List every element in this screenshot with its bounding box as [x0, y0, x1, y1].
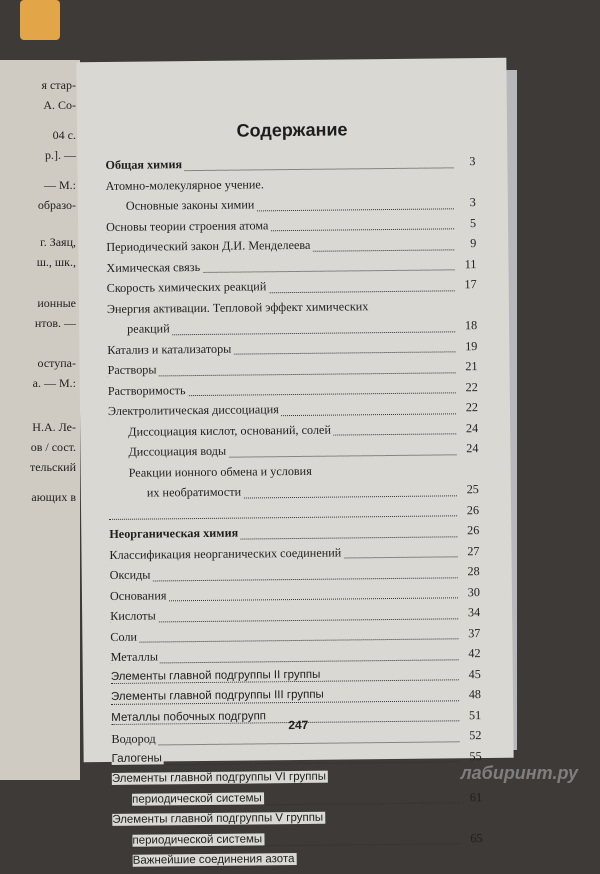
toc-page: 24 — [456, 441, 478, 456]
toc-title: Растворы — [107, 362, 158, 378]
toc-page: 28 — [458, 564, 480, 579]
toc-page: 42 — [458, 646, 480, 661]
left-page-fragment: — М.: — [44, 178, 76, 193]
toc-title: периодической системы — [132, 792, 264, 805]
toc-title: Основания — [110, 588, 169, 604]
toc-page: 17 — [455, 277, 477, 292]
leader-dots — [110, 638, 458, 643]
toc-title: Кислоты — [110, 608, 158, 623]
toc-title: Классификация неорганических соединений — [109, 545, 343, 562]
toc-title: Периодический закон Д.И. Менделеева — [106, 238, 312, 255]
toc-page: 30 — [458, 585, 480, 600]
book-edge-orange — [20, 0, 60, 40]
toc-row — [113, 849, 483, 873]
left-page-fragment: р.]. — — [45, 148, 76, 163]
toc-page: 45 — [459, 667, 481, 682]
toc-title: Скорость химических реакций — [107, 279, 269, 296]
toc-title: периодической системы — [132, 833, 264, 846]
toc-title: Растворимость — [108, 383, 188, 399]
toc-title: Основные законы химии — [126, 197, 257, 213]
watermark-logo: лабиринт.ру — [460, 763, 578, 784]
leader-dots — [108, 372, 456, 377]
toc-page: 9 — [454, 236, 476, 251]
left-page-fragment: 04 с. — [53, 128, 76, 143]
toc-page: 18 — [455, 318, 477, 333]
page-number: 247 — [83, 716, 513, 735]
toc-title: Важнейшие соединения азота — [133, 853, 297, 867]
toc-page: 3 — [454, 195, 476, 210]
toc-title: Реакции ионного обмена и условия — [129, 463, 314, 480]
toc-page: 19 — [455, 339, 477, 354]
toc-title: Галогены — [112, 752, 164, 765]
toc-title: Соли — [110, 629, 139, 644]
toc-title: Неорганическая химия — [109, 526, 240, 542]
toc-page: 11 — [454, 257, 476, 272]
toc-title: Элементы главной подгруппы III группы — [111, 689, 326, 703]
toc-page: 25 — [457, 482, 479, 497]
toc-page: 65 — [460, 831, 482, 846]
leader-dots — [112, 761, 460, 766]
left-page-fragment: нтов. — — [35, 316, 76, 331]
toc-title: Химическая связь — [106, 259, 202, 275]
leader-dots — [111, 741, 459, 746]
toc-page: 26 — [457, 503, 479, 518]
left-page-fragment: образо- — [38, 198, 76, 213]
page-title: Содержание — [77, 118, 507, 144]
toc-title: Диссоциация кислот, оснований, солей — [128, 422, 333, 439]
toc-page: 61 — [460, 790, 482, 805]
toc-title: Элементы главной подгруппы VI группы — [112, 771, 328, 785]
left-page-fragment: ш., шк., — [37, 255, 76, 270]
toc-page: 51 — [459, 708, 481, 723]
toc-page: 5 — [454, 216, 476, 231]
left-page-fragment: г. Заяц, — [40, 235, 76, 250]
toc-title: Электролитическая диссоциация — [108, 402, 281, 419]
toc-page: 26 — [457, 523, 479, 538]
toc-page: 22 — [456, 400, 478, 415]
leader-dots — [110, 577, 458, 582]
toc-title: их необратимости — [147, 485, 243, 501]
toc-page: 27 — [457, 544, 479, 559]
toc-title: Водород — [111, 731, 157, 746]
left-page-fragment: а. — М.: — [33, 376, 76, 391]
leader-dots — [109, 515, 457, 520]
toc-page: 52 — [459, 728, 481, 743]
left-page-fragment: А. Со- — [43, 98, 76, 113]
leader-dots — [110, 618, 458, 623]
left-page-fragment: ающих в — [31, 490, 76, 505]
left-page-fragment: ов / сост. — [31, 440, 76, 455]
right-page — [76, 58, 513, 762]
toc-title: Металлы побочных подгрупп — [111, 710, 268, 724]
toc-page: 24 — [456, 421, 478, 436]
toc-title: Энергия активации. Тепловой эффект химических — [107, 299, 371, 317]
left-page-fragment: я стар- — [41, 78, 76, 93]
toc-page: 3 — [453, 154, 475, 169]
left-page-fragment: ионные — [37, 296, 76, 311]
toc-page: 21 — [455, 359, 477, 374]
toc-page: 48 — [459, 687, 481, 702]
toc-page: 37 — [458, 626, 480, 641]
toc-page: 34 — [458, 605, 480, 620]
left-page-fragment: оступа- — [38, 356, 76, 371]
toc-page: 55 — [460, 749, 482, 764]
left-page — [0, 60, 80, 780]
toc-title: Диссоциация воды — [128, 444, 228, 460]
left-page-fragment: тельский — [30, 460, 76, 475]
toc-title: Элементы главной подгруппы V группы — [112, 812, 325, 826]
toc-title: Общая химия — [105, 157, 184, 173]
toc-title: Элементы главной подгруппы II группы — [111, 668, 323, 682]
toc-title: Катализ и катализаторы — [107, 341, 233, 357]
leader-dots — [111, 659, 459, 664]
toc-title: Металлы — [111, 649, 161, 665]
leader-dots — [127, 331, 455, 335]
table-of-contents — [105, 152, 482, 873]
toc-page: 22 — [456, 380, 478, 395]
left-page-fragment: Н.А. Ле- — [32, 420, 76, 435]
toc-title: Атомно-молекулярное учение. — [106, 177, 266, 194]
toc-title: реакций — [127, 321, 172, 336]
toc-title: Основы теории строения атома — [106, 218, 270, 235]
toc-title: Оксиды — [110, 568, 153, 583]
